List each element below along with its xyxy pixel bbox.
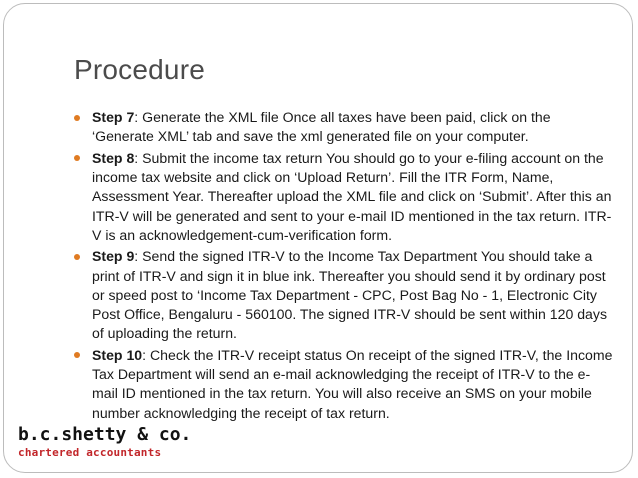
company-logo (18, 425, 191, 459)
slide-title: Procedure (74, 54, 205, 85)
step-text: : Check the ITR-V receipt status On receipt of the signed ITR-V, the Income Tax Department will send an e-mail acknowledging the receipt of ITR-V to the e-mail ID mentioned in the tax return. You will also receive an SMS on your mobile number acknowledging the receipt of tax return. (92, 346, 613, 421)
bullet-dot-icon (74, 352, 80, 358)
slide-frame (3, 3, 633, 473)
logo-tagline: chartered accountants (18, 446, 162, 459)
step-label: Step 8 (92, 149, 135, 166)
bullet-dot-icon (74, 155, 80, 161)
logo-name: b.c.shetty & co. (18, 424, 192, 445)
bullet-dot-icon (74, 254, 80, 260)
step-text: : Submit the income tax return You should go to your e-filing account on the income tax website and click on ‘Upload Return’. Fill the ITR Form, Name, Assessment Year. Thereafter upload the XML file and click on ‘Submit’. After this an ITR-V will be generated and sent to your e-mail ID mentioned in the tax return. ITR-V is an acknowledgement-cum-verification form. (92, 149, 612, 243)
list-item-step-8 (74, 149, 614, 245)
step-label: Step 9 (92, 248, 135, 265)
list-item-step-9 (74, 247, 614, 343)
procedure-list (74, 108, 614, 425)
step-text: : Generate the XML file Once all taxes have been paid, click on the ‘Generate XML’ tab and save the xml generated file on your computer. (92, 109, 551, 145)
bullet-dot-icon (74, 115, 80, 121)
step-label: Step 10 (92, 346, 143, 363)
list-item-step-10 (74, 346, 614, 423)
list-item-step-7 (74, 108, 614, 146)
step-text: : Send the signed ITR-V to the Income Tax Department You should take a print of ITR-V and sign it in blue ink. Thereafter you should send it by ordinary post or speed post to ‘Income Tax Department - CPC, Post Bag No - 1, Electronic City Post Office, Bengaluru - 560100. The signed ITR-V should be sent within 120 days of uploading the return. (92, 248, 607, 342)
step-label: Step 7 (92, 109, 135, 125)
